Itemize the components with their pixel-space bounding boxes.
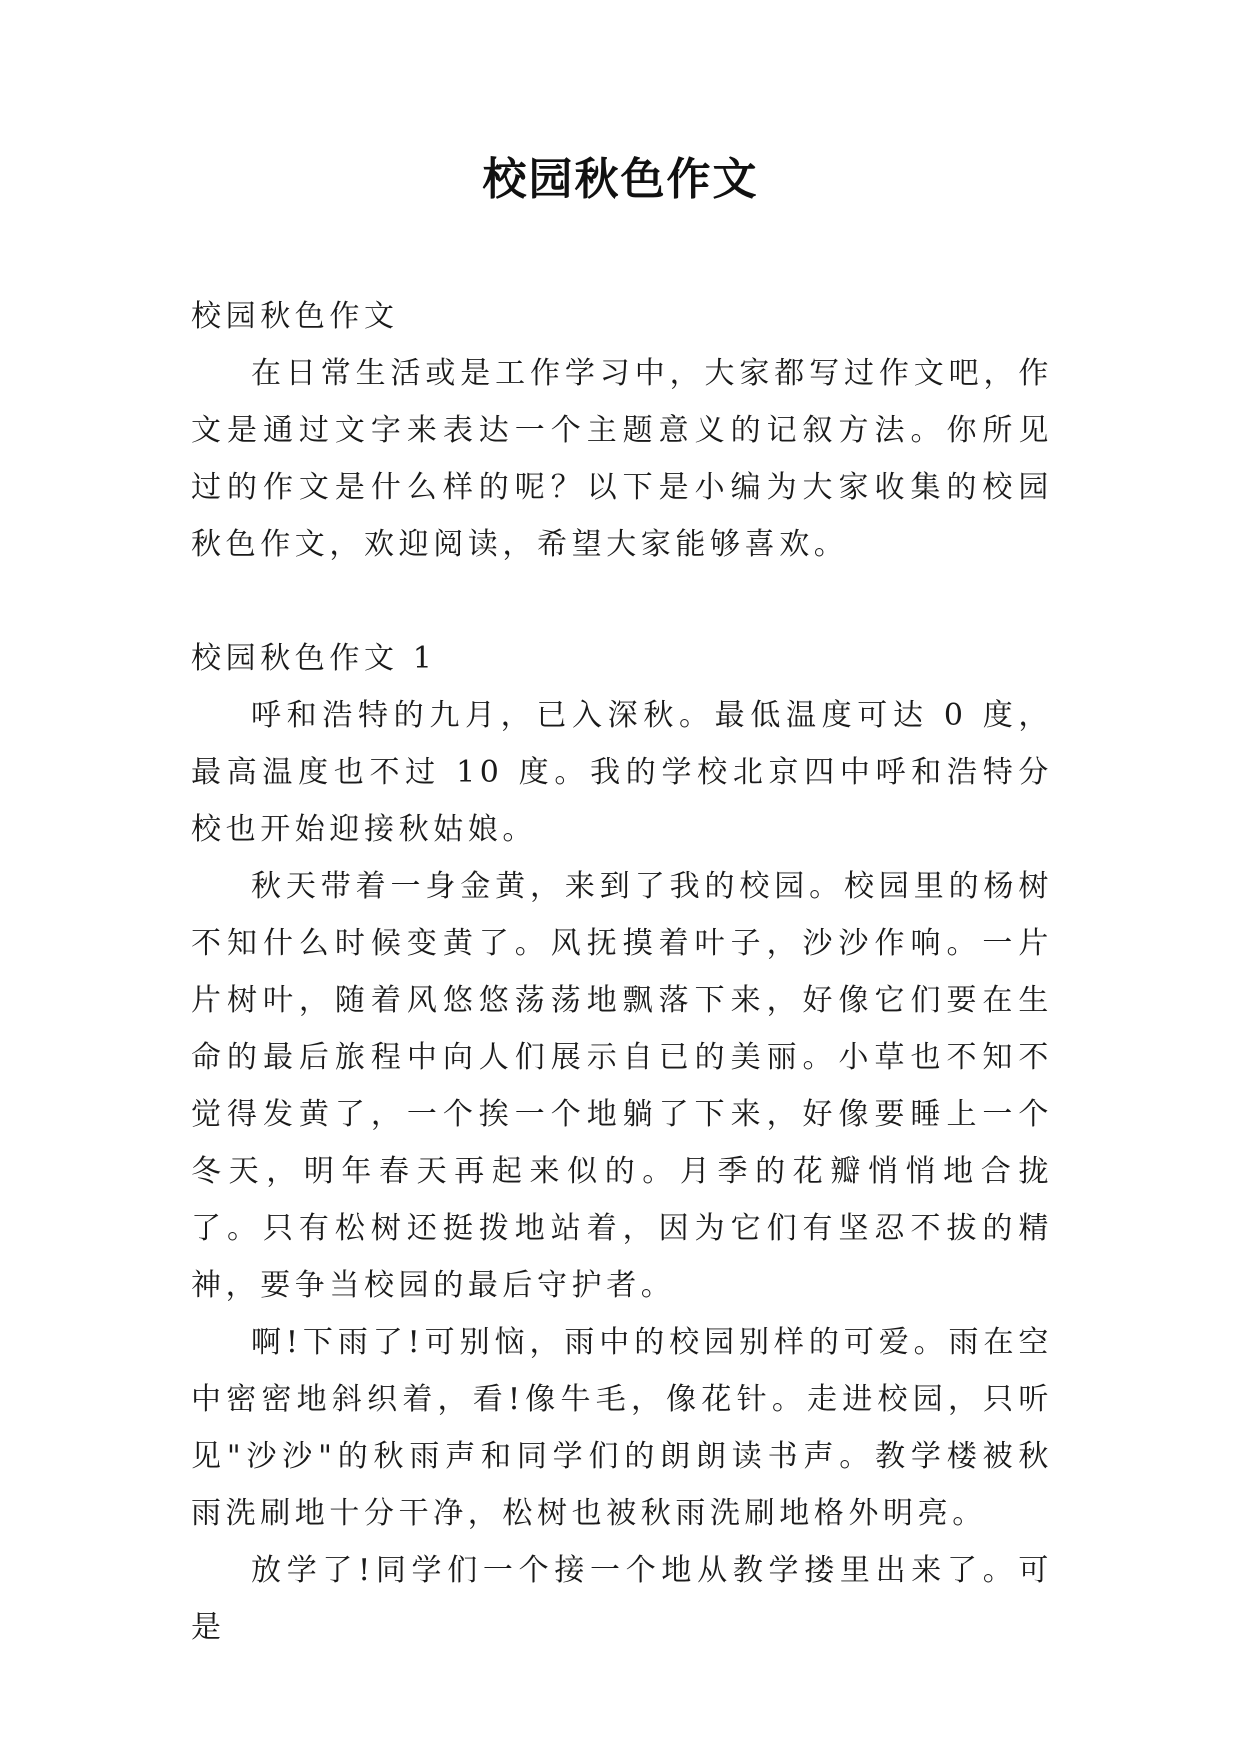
intro-paragraph: 在日常生活或是工作学习中，大家都写过作文吧，作文是通过文字来表达一个主题意义的记叙方法。你所见过的作文是什么样的呢？以下是小编为大家收集的校园秋色作文，欢迎阅读，希望大家能够喜欢。 bbox=[191, 356, 1053, 562]
section-heading: 校园秋色作文 1 bbox=[191, 641, 437, 676]
paragraph: 秋天带着一身金黄，来到了我的校园。校园里的杨树不知什么时候变黄了。风抚摸着叶子，沙沙作响。一片片树叶，随着风悠悠荡荡地飘落下来，好像它们要在生命的最后旅程中向人们展示自已的美丽。小草也不知不觉得发黄了，一个挨一个地躺了下来，好像要睡上一个冬天，明年春天再起来似的。月季的花瓣悄悄地合拢了。只有松树还挺拨地站着，因为它们有坚忍不拔的精神，要争当校园的最后守护者。 bbox=[191, 869, 1053, 1303]
paragraph: 放学了!同学们一个接一个地从教学搂里出来了。可是 bbox=[191, 1553, 1053, 1645]
paragraph: 呼和浩特的九月，已入深秋。最低温度可达 0 度，最高温度也不过 10 度。我的学校北京四中呼和浩特分校也开始迎接秋姑娘。 bbox=[191, 698, 1053, 847]
sub-heading: 校园秋色作文 bbox=[191, 299, 399, 334]
document-title: 校园秋色作文 bbox=[482, 154, 759, 205]
paragraph: 啊!下雨了!可别恼，雨中的校园别样的可爱。雨在空中密密地斜织着，看!像牛毛，像花针。走进校园，只听见"沙沙"的秋雨声和同学们的朗朗读书声。教学楼被秋雨洗刷地十分干净，松树也被秋雨洗刷地格外明亮。 bbox=[191, 1325, 1053, 1531]
section-body bbox=[191, 687, 1053, 1656]
